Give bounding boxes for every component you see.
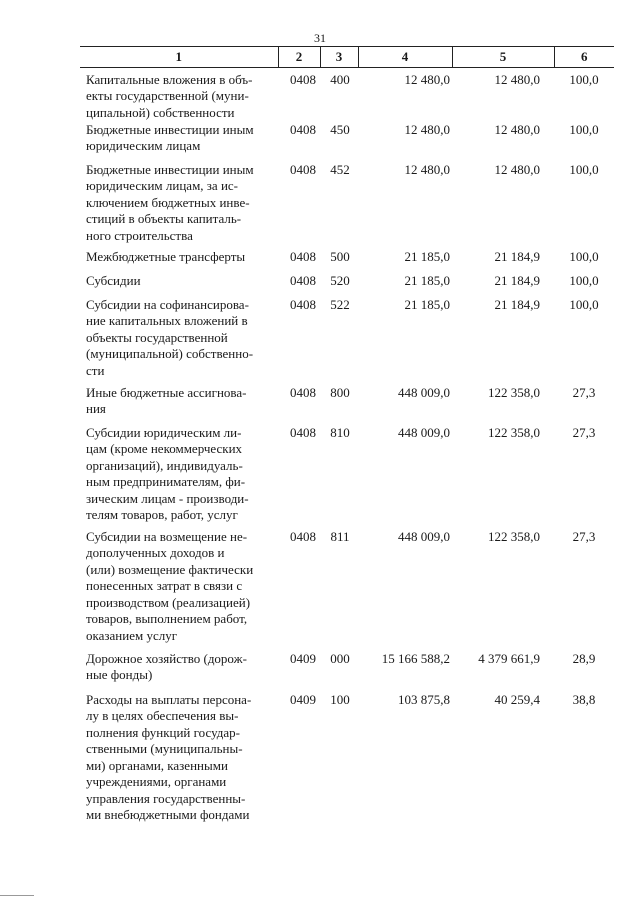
row-name: Бюджетные инвестиции иным юридическим лицам (86, 121, 254, 153)
expense-type-code: 400 (330, 71, 350, 87)
planned-amount: 103 875,8 (398, 691, 450, 707)
table-row (80, 162, 614, 249)
execution-percent: 100,0 (569, 248, 599, 264)
table-row (80, 68, 614, 122)
expense-type-code: 811 (330, 528, 350, 544)
planned-amount: 21 185,0 (404, 272, 450, 288)
row-name: Субсидии на софинансирова- ние капитальных вложений в объекты государственной (муниципальной) собственно- сти (86, 296, 254, 378)
execution-percent: 100,0 (569, 71, 599, 87)
column-header-1: 1 (80, 47, 278, 68)
table-row (80, 692, 614, 842)
table-row (80, 297, 614, 385)
section-code: 0409 (290, 691, 316, 707)
column-header-6: 6 (554, 47, 614, 68)
execution-percent: 27,3 (572, 424, 596, 440)
executed-amount: 12 480,0 (494, 71, 540, 87)
planned-amount: 12 480,0 (404, 121, 450, 137)
expense-type-code: 522 (330, 296, 350, 312)
table-row (80, 651, 614, 692)
table-row (80, 249, 614, 273)
section-code: 0408 (290, 384, 316, 400)
execution-percent: 100,0 (569, 121, 599, 137)
row-name: Субсидии юридическим ли- цам (кроме некоммерческих организаций), индивидуаль- ным предпринимателям, фи- зическим лицам - производи- телям товаров, работ, услуг (86, 424, 249, 522)
section-code: 0409 (290, 650, 316, 666)
expense-type-code: 000 (330, 650, 350, 666)
expense-type-code: 100 (330, 691, 350, 707)
section-code: 0408 (290, 248, 316, 264)
planned-amount: 448 009,0 (398, 424, 450, 440)
section-code: 0408 (290, 71, 316, 87)
column-header-3: 3 (320, 47, 358, 68)
table-row (80, 385, 614, 425)
executed-amount: 21 184,9 (494, 272, 540, 288)
execution-percent: 27,3 (572, 528, 596, 544)
execution-percent: 100,0 (569, 161, 599, 177)
expense-type-code: 500 (330, 248, 350, 264)
execution-percent: 100,0 (569, 272, 599, 288)
execution-percent: 100,0 (569, 296, 599, 312)
executed-amount: 12 480,0 (494, 161, 540, 177)
expense-type-code: 520 (330, 272, 350, 288)
expense-type-code: 800 (330, 384, 350, 400)
column-header-2: 2 (278, 47, 320, 68)
row-name: Субсидии на возмещение не- дополученных доходов и (или) возмещение фактически понесенных затрат в связи с производством (реализацией) товаров, выполнением работ, оказанием услуг (86, 528, 254, 643)
section-code: 0408 (290, 272, 316, 288)
table-header-row (80, 47, 614, 68)
execution-percent: 38,8 (572, 691, 596, 707)
section-code: 0408 (290, 528, 316, 544)
executed-amount: 40 259,4 (494, 691, 540, 707)
table-row (80, 273, 614, 297)
row-name: Иные бюджетные ассигнова- ния (86, 384, 247, 416)
section-code: 0408 (290, 424, 316, 440)
expense-type-code: 452 (330, 161, 350, 177)
row-name: Бюджетные инвестиции иным юридическим лицам, за ис- ключением бюджетных инве- стиций в объекты капиталь- ного строительства (86, 161, 254, 243)
planned-amount: 12 480,0 (404, 161, 450, 177)
executed-amount: 21 184,9 (494, 248, 540, 264)
column-header-5: 5 (452, 47, 554, 68)
planned-amount: 12 480,0 (404, 71, 450, 87)
row-name: Капитальные вложения в объ- екты государственной (муни- ципальной) собственности (86, 71, 253, 120)
execution-percent: 27,3 (572, 384, 596, 400)
section-code: 0408 (290, 296, 316, 312)
table-row (80, 529, 614, 651)
section-code: 0408 (290, 161, 316, 177)
table-body (80, 68, 614, 842)
planned-amount: 448 009,0 (398, 384, 450, 400)
table-row (80, 122, 614, 162)
expense-type-code: 810 (330, 424, 350, 440)
row-name: Межбюджетные трансферты (86, 248, 246, 264)
page-edge-mark (0, 895, 34, 896)
executed-amount: 12 480,0 (494, 121, 540, 137)
section-code: 0408 (290, 121, 316, 137)
row-name: Субсидии (86, 272, 141, 288)
executed-amount: 21 184,9 (494, 296, 540, 312)
row-name: Расходы на выплаты персона- лу в целях обеспечения вы- полнения функций государ- ственными (муниципальны- ми) органами, казенными учреждениями, органами управления государственны- ми внебюджетными фондами (86, 691, 252, 822)
executed-amount: 122 358,0 (488, 528, 540, 544)
row-name: Дорожное хозяйство (дорож- ные фонды) (86, 650, 247, 682)
execution-percent: 28,9 (572, 650, 596, 666)
executed-amount: 122 358,0 (488, 424, 540, 440)
planned-amount: 21 185,0 (404, 296, 450, 312)
expense-type-code: 450 (330, 121, 350, 137)
executed-amount: 4 379 661,9 (478, 650, 540, 666)
page-number: 31 (314, 31, 326, 45)
executed-amount: 122 358,0 (488, 384, 540, 400)
planned-amount: 21 185,0 (404, 248, 450, 264)
budget-table (80, 46, 614, 842)
column-header-4: 4 (358, 47, 452, 68)
planned-amount: 448 009,0 (398, 528, 450, 544)
planned-amount: 15 166 588,2 (381, 650, 450, 666)
table-row (80, 425, 614, 529)
